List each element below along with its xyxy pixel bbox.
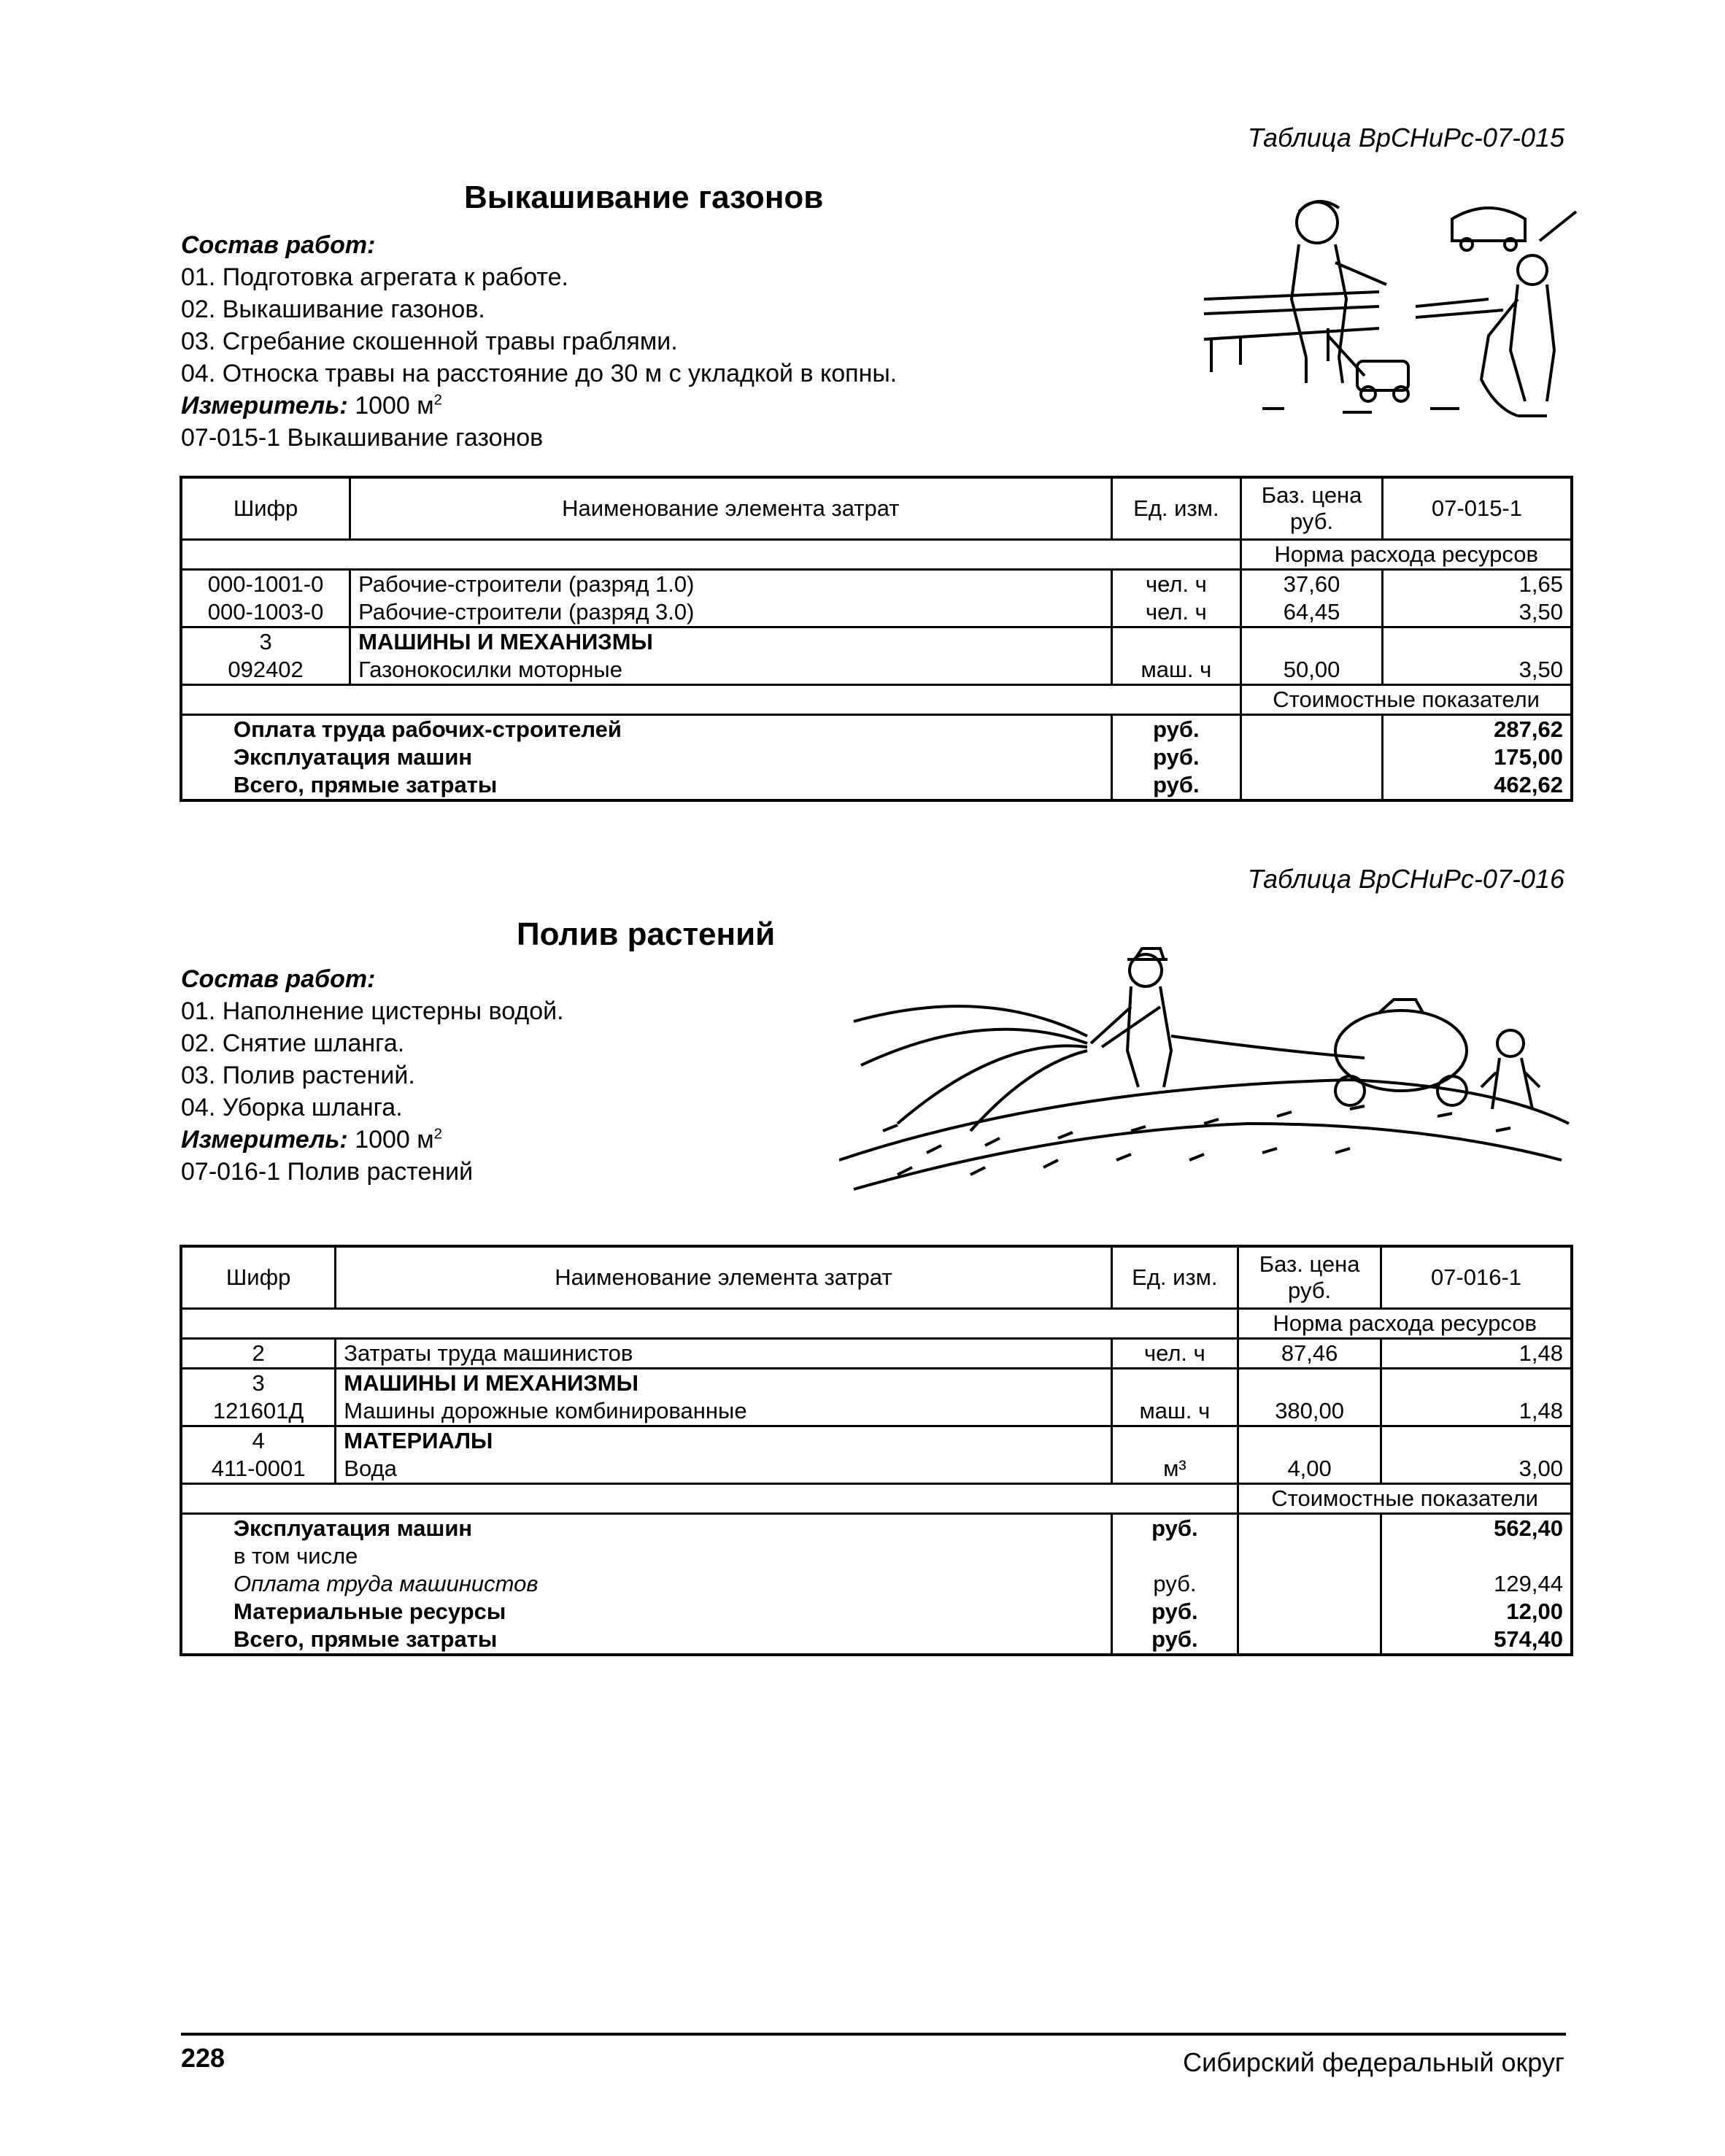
watering-illustration [839,941,1576,1211]
measure-line [181,390,897,422]
table-header [181,477,1572,540]
header-code: Шифр [181,477,350,540]
cost-table-2 [180,1245,1573,1656]
measure-value: 1000 м [355,1126,434,1154]
norm-row [181,540,1572,570]
table-row: 4 МАТЕРИАЛЫ [181,1426,1572,1456]
table-row: 000-1003-0 Рабочие-строители (разряд 3.0) чел. ч 64,45 3,50 [181,598,1572,627]
cost-label-row [181,685,1572,715]
step-item: 04. Относка травы на расстояние до 30 м с укладкой в копны. [181,360,898,387]
table-row: 3 МАШИНЫ И МЕХАНИЗМЫ [181,627,1572,657]
measure-label: Измеритель: [181,392,348,420]
lawn-mowing-illustration [1197,190,1591,430]
norm-row [181,1309,1572,1339]
step-item: 01. Подготовка агрегата к работе. [181,263,568,291]
measure-value: 1000 м [355,392,434,420]
header-unit: Ед. изм. [1111,1246,1238,1309]
table-ref-2: Таблица ВрСНиРс-07-016 [1247,864,1564,894]
page-number: 228 [181,2043,225,2073]
item-code-line: 07-016-1 Полив растений [181,1158,474,1186]
item-code-line: 07-015-1 Выкашивание газонов [181,424,544,452]
table-row: 121601Д Машины дорожные комбинированные маш. ч 380,00 1,48 [181,1397,1572,1426]
step-item: 02. Снятие шланга. [181,1029,405,1057]
cost-label: Стоимостные показатели [1241,685,1572,715]
cost-label: Стоимостные показатели [1238,1484,1572,1514]
step-item: 02. Выкашивание газонов. [181,295,485,323]
cost-row: Всего, прямые затраты руб. 462,62 [181,771,1572,800]
work-composition-1 [181,229,897,454]
footer-divider [181,2033,1566,2036]
header-name: Наименование элемента затрат [336,1246,1111,1309]
norm-label: Норма расхода ресурсов [1238,1309,1572,1339]
steps-list [181,261,897,390]
table-row: 000-1001-0 Рабочие-строители (разряд 1.0) чел. ч 37,60 1,65 [181,570,1572,599]
cost-row: Эксплуатация машин руб. 175,00 [181,743,1572,771]
composition-heading: Состав работ: [181,231,376,259]
work-composition-2 [181,963,564,1188]
header-column: 07-016-1 [1381,1246,1572,1309]
composition-heading: Состав работ: [181,965,376,993]
step-item: 03. Полив растений. [181,1062,415,1089]
table-row: 411-0001 Вода м³ 4,00 3,00 [181,1455,1572,1484]
table-row: 2 Затраты труда машинистов чел. ч 87,46 1,48 [181,1339,1572,1369]
step-item: 04. Уборка шланга. [181,1094,403,1121]
table-ref-1: Таблица ВрСНиРс-07-015 [1247,123,1564,152]
step-item: 01. Наполнение цистерны водой. [181,997,564,1025]
cost-label-row [181,1484,1572,1514]
steps-list [181,995,564,1124]
header-code: Шифр [181,1246,336,1309]
section-title-2: Полив растений [517,916,776,952]
table-header [181,1246,1572,1309]
measure-sup: 2 [433,1126,442,1143]
table-row: 3 МАШИНЫ И МЕХАНИЗМЫ [181,1369,1572,1398]
cost-row: в том числе [181,1542,1572,1570]
measure-line [181,1124,564,1156]
header-unit: Ед. изм. [1111,477,1241,540]
measure-sup: 2 [433,392,442,409]
table-row: 092402 Газонокосилки моторные маш. ч 50,00 3,50 [181,656,1572,685]
cost-row: Оплата труда рабочих-строителей руб. 287,62 [181,715,1572,744]
step-item: 03. Сгребание скошенной травы граблями. [181,328,678,355]
header-column: 07-015-1 [1382,477,1572,540]
cost-row: Эксплуатация машин руб. 562,40 [181,1514,1572,1543]
cost-row: Оплата труда машинистов руб. 129,44 [181,1570,1572,1598]
header-price: Баз. цена руб. [1238,1246,1381,1309]
cost-row: Всего, прямые затраты руб. 574,40 [181,1626,1572,1655]
section-title-1: Выкашивание газонов [464,179,824,215]
cost-table-1 [180,476,1573,802]
header-price: Баз. цена руб. [1241,477,1383,540]
norm-label: Норма расхода ресурсов [1241,540,1572,570]
cost-row: Материальные ресурсы руб. 12,00 [181,1598,1572,1626]
measure-label: Измеритель: [181,1126,348,1154]
footer-region: Сибирский федеральный округ [1183,2047,1564,2077]
header-name: Наименование элемента затрат [350,477,1111,540]
